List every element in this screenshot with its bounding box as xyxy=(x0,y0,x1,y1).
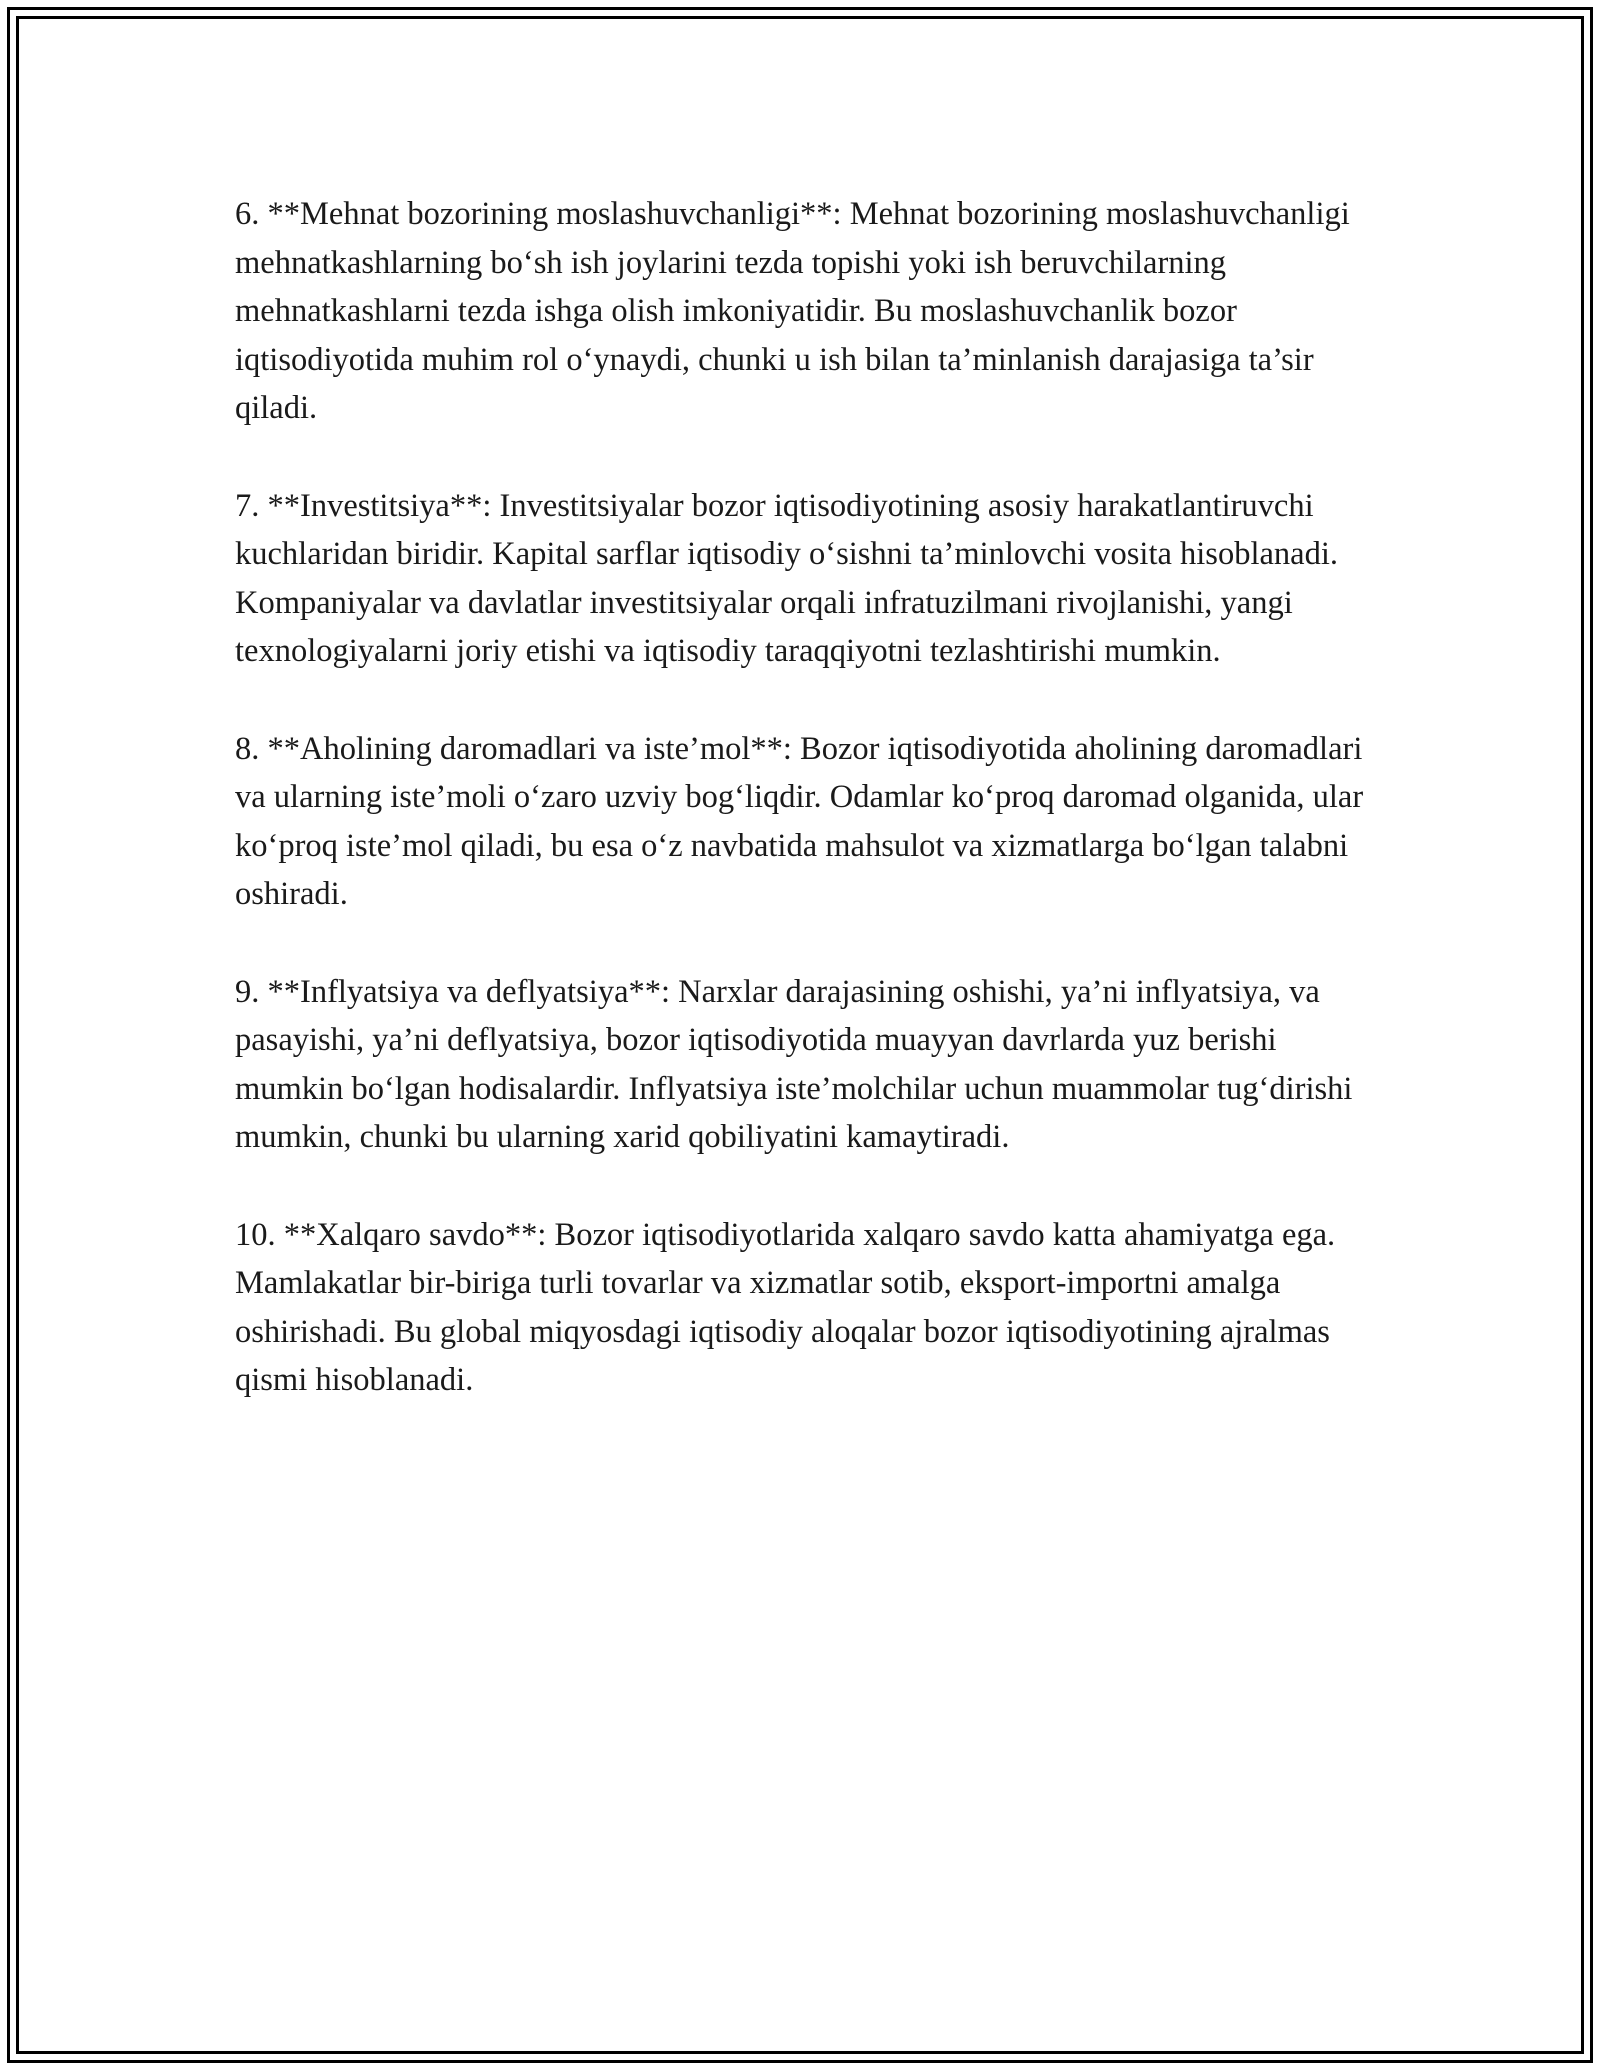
document-body xyxy=(235,190,1375,1454)
paragraph-item-10: 10. **Xalqaro savdo**: Bozor iqtisodiyotlarida xalqaro savdo katta ahamiyatga ega. Mamlakatlar bir-biriga turli tovarlar va xizmatlar sotib, eksport-importni amalga oshirishadi. Bu global miqyosdagi iqtisodiy aloqalar bozor iqtisodiyotining ajralmas qismi hisoblanadi. xyxy=(235,1216,1336,1398)
paragraph-item-9: 9. **Inflyatsiya va deflyatsiya**: Narxlar darajasining oshishi, ya’ni inflyatsiya, va pasayishi, ya’ni deflyatsiya, bozor iqtisodiyotida muayyan davrlarda yuz berishi mumkin bo‘lgan hodisalardir. Inflyatsiya iste’molchilar uchun muammolar tug‘dirishi mumkin, chunki bu ularning xarid qobiliyatini kamaytiradi. xyxy=(235,973,1353,1155)
paragraph-item-7: 7. **Investitsiya**: Investitsiyalar bozor iqtisodiyotining asosiy harakatlantiruvchi kuchlaridan biridir. Kapital sarflar iqtisodiy o‘sishni ta’minlovchi vosita hisoblanadi. Kompaniyalar va davlatlar investitsiyalar orqali infratuzilmani rivojlanishi, yangi texnologiyalarni joriy etishi va iqtisodiy taraqqiyotni tezlashtirishi mumkin. xyxy=(235,487,1338,669)
paragraph-item-6: 6. **Mehnat bozorining moslashuvchanligi**: Mehnat bozorining moslashuvchanligi mehnatkashlarning bo‘sh ish joylarini tezda topishi yoki ish beruvchilarning mehnatkashlarni tezda ishga olish imkoniyatidir. Bu moslashuvchanlik bozor iqtisodiyotida muhim rol o‘ynaydi, chunki u ish bilan ta’minlanish darajasiga ta’sir qiladi. xyxy=(235,196,1350,426)
paragraph-item-8: 8. **Aholining daromadlari va iste’mol**: Bozor iqtisodiyotida aholining daromadlari va ularning iste’moli o‘zaro uzviy bog‘liqdir. Odamlar ko‘proq daromad olganida, ular ko‘proq iste’mol qiladi, bu esa o‘z navbatida mahsulot va xizmatlarga bo‘lgan talabni oshiradi. xyxy=(235,730,1364,912)
